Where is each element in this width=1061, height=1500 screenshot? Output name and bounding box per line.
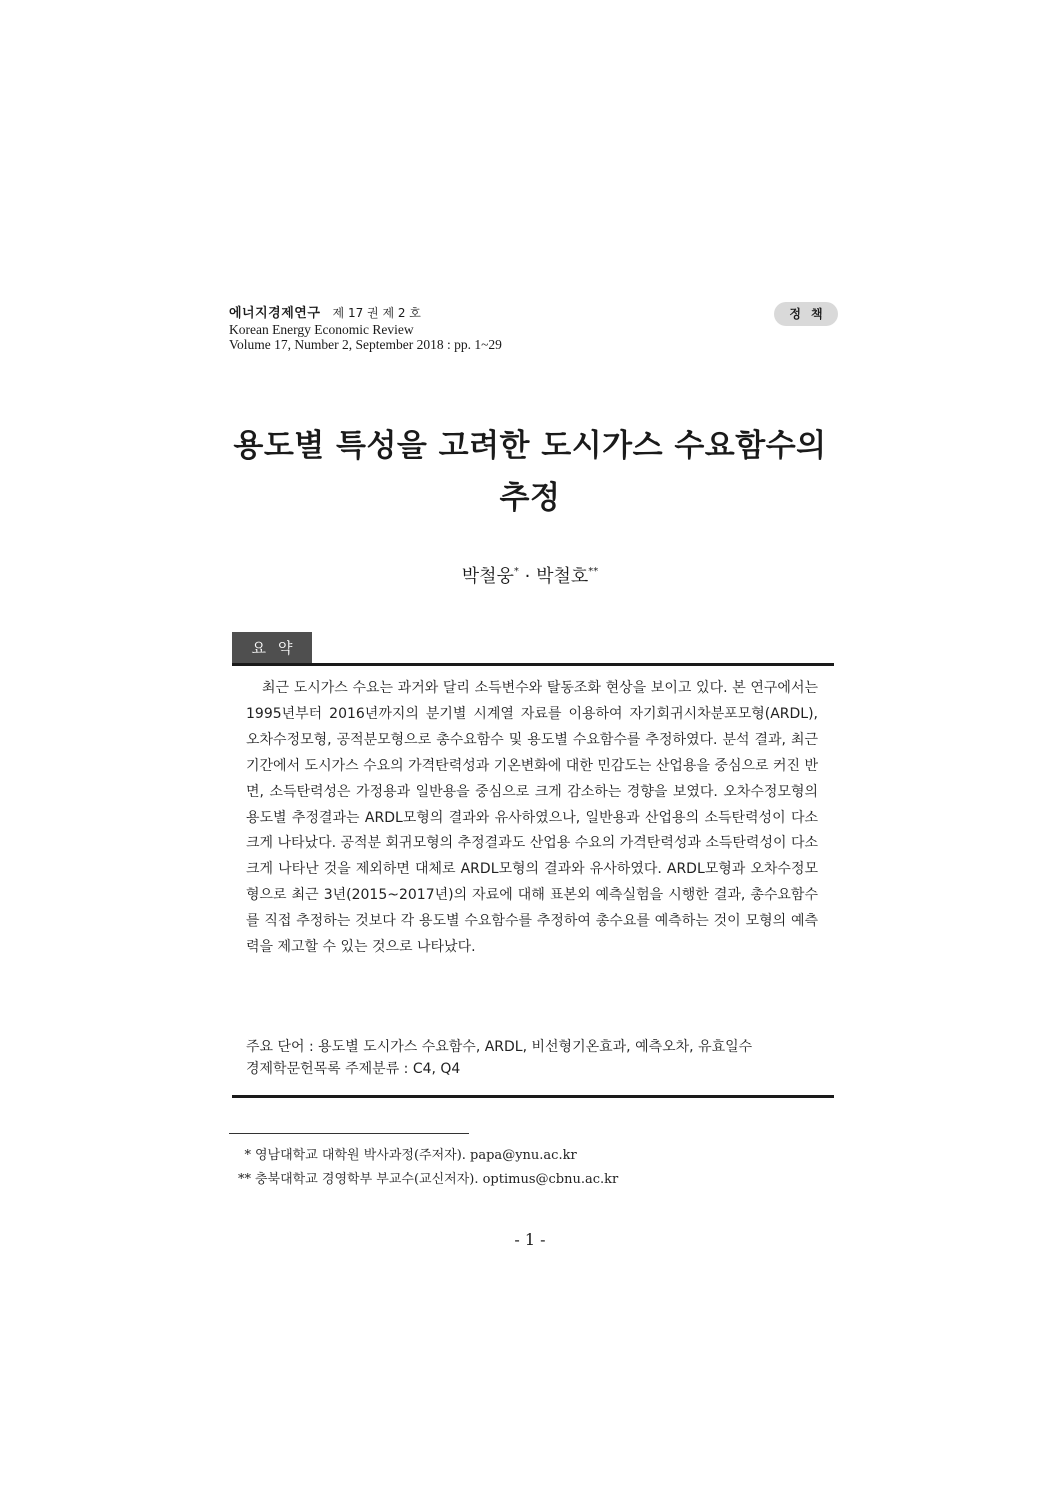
footnote-rule: [229, 1133, 469, 1134]
abstract-top-rule: [232, 663, 834, 666]
footnote-2-text: 충북대학교 경영학부 부교수(교신저자). optimus@cbnu.ac.kr: [255, 1172, 619, 1187]
abstract-heading: 요약: [232, 632, 312, 664]
keywords-line: 주요 단어 : 용도별 도시가스 수요함수, ARDL, 비선형기온효과, 예측오차, 유효일수: [246, 1039, 753, 1055]
footnote-1-mark: *: [244, 1148, 251, 1163]
author-2: 박철호: [536, 566, 589, 587]
journal-issue-en: Volume 17, Number 2, September 2018 : pp. 1~29: [229, 337, 502, 352]
footnote-1: [229, 1144, 829, 1168]
footnote-1-text: 영남대학교 대학원 박사과정(주저자). papa@ynu.ac.kr: [255, 1148, 577, 1163]
abstract-bottom-rule: [232, 1095, 834, 1098]
paper-title: [190, 420, 870, 524]
journal-info: [229, 305, 789, 352]
journal-name-kr: 에너지경제연구: [229, 306, 321, 321]
author-1: 박철웅: [461, 566, 514, 587]
keywords: [246, 1036, 826, 1080]
category-badge: 정책: [774, 302, 838, 326]
journal-name-en: Korean Energy Economic Review: [229, 322, 414, 337]
footnote-2-mark: **: [238, 1172, 251, 1187]
authors: [330, 562, 730, 588]
author-separator: ·: [518, 566, 537, 587]
footnote-2: [229, 1168, 829, 1192]
footnotes: [229, 1144, 829, 1192]
title-line-1: 용도별 특성을 고려한 도시가스 수요함수의: [233, 428, 827, 464]
author-1-mark: *: [513, 566, 519, 577]
page-number: - 1 -: [514, 1230, 546, 1249]
title-line-2: 추정: [499, 480, 561, 516]
jel-classification: 경제학문헌목록 주제분류 : C4, Q4: [246, 1061, 461, 1077]
author-2-mark: **: [588, 566, 599, 577]
abstract-body: 최근 도시가스 수요는 과거와 달리 소득변수와 탈동조화 현상을 보이고 있다. 본 연구에서는 1995년부터 2016년까지의 분기별 시계열 자료를 이용하여 자기회귀시차분포모형(ARDL), 오차수정모형, 공적분모형으로 총수요함수 및 용도별 수요함수를 추정하였다. 분석 결과, 최근 기간에서 도시가스 수요의 가격탄력성과 기온변화에 대한 민감도는 산업용을 중심으로 커진 반면, 소득탄력성은 가정용과 일반용을 중심으로 크게 감소하는 경향을 보였다. 오차수정모형의 용도별 추정결과는 ARDL모형의 결과와 유사하였으나, 일반용과 산업용의 소득탄력성이 다소 크게 나타났다. 공적분 회귀모형의 추정결과도 산업용 수요의 가격탄력성과 소득탄력성이 다소 크게 나타난 것을 제외하면 대체로 ARDL모형의 결과와 유사하였다. ARDL모형과 오차수정모형으로 최근 3년(2015~2017년)의 자료에 대해 표본외 예측실험을 시행한 결과, 총수요함수를 직접 추정하는 것보다 각 용도별 수요함수를 추정하여 총수요를 예측하는 것이 모형의 예측력을 제고할 수 있는 것으로 나타났다.: [246, 680, 818, 956]
journal-volume-kr: 제 17 권 제 2 호: [332, 306, 421, 320]
